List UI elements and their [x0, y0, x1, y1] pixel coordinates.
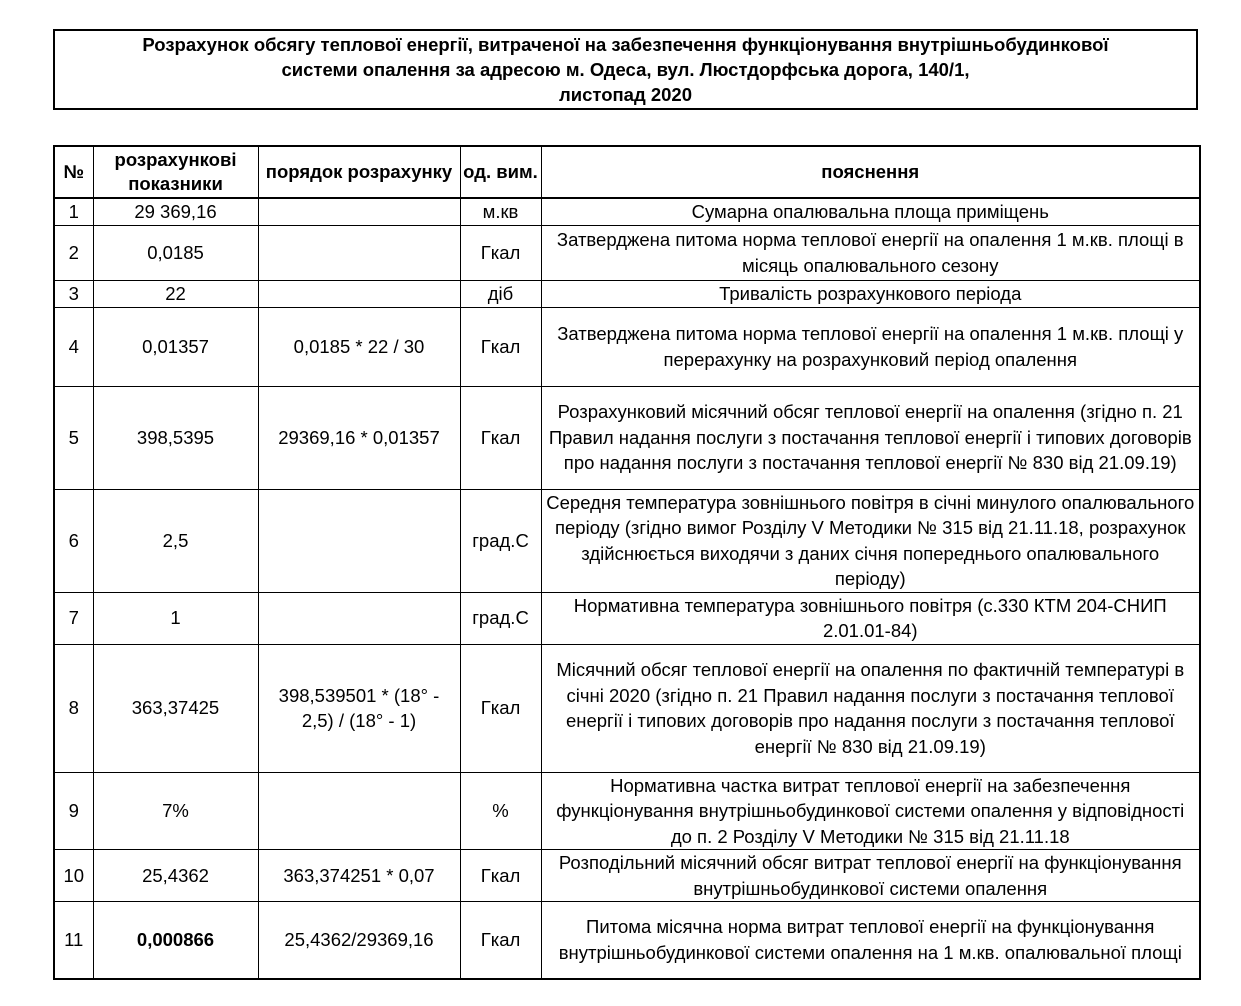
- row-formula: 398,539501 * (18° - 2,5) / (18° - 1): [258, 644, 460, 772]
- row-value: 363,37425: [93, 644, 258, 772]
- table-row: [54, 280, 1200, 307]
- row-value: 398,5395: [93, 386, 258, 489]
- row-unit: Гкал: [460, 902, 541, 979]
- row-num: 1: [54, 198, 93, 225]
- table-row: [54, 386, 1200, 489]
- table-row: [54, 225, 1200, 280]
- row-formula: 25,4362/29369,16: [258, 902, 460, 979]
- row-unit: град.С: [460, 592, 541, 644]
- row-explanation: Нормативна частка витрат теплової енергії на забезпечення функціонування внутрішньобудинкової системи опалення у відповідності до п. 2 Розділу V Методики № 315 від 21.11.18: [541, 772, 1200, 850]
- row-formula: [258, 280, 460, 307]
- row-explanation: Місячний обсяг теплової енергії на опалення по фактичній температурі в січні 2020 (згідно п. 21 Правил надання послуги з постачання теплової енергії і типових договорів про надання послуги з постачання теплової енергії № 830 від 21.09.19): [541, 644, 1200, 772]
- header-procedure: порядок розрахунку: [258, 146, 460, 198]
- title-line-1: Розрахунок обсягу теплової енергії, витраченої на забезпечення функціонування внутрішньобудинкової: [142, 34, 1109, 55]
- row-unit: м.кв: [460, 198, 541, 225]
- row-num: 6: [54, 489, 93, 592]
- document-title: [53, 29, 1198, 110]
- row-explanation: Питома місячна норма витрат теплової енергії на функціонування внутрішньобудинкової системи опалення на 1 м.кв. опалювальної площі: [541, 902, 1200, 979]
- header-explanation: пояснення: [541, 146, 1200, 198]
- row-explanation: Сумарна опалювальна площа приміщень: [541, 198, 1200, 225]
- row-formula: 363,374251 * 0,07: [258, 850, 460, 902]
- row-value: 7%: [93, 772, 258, 850]
- table-row: [54, 198, 1200, 225]
- row-formula: [258, 772, 460, 850]
- row-explanation: Середня температура зовнішнього повітря в січні минулого опалювального періоду (згідно вимог Розділу V Методики № 315 від 21.11.18, розрахунок здійснюється виходячи з даних січня попереднього опалювального періоду): [541, 489, 1200, 592]
- row-formula: 0,0185 * 22 / 30: [258, 307, 460, 386]
- table-row: [54, 644, 1200, 772]
- row-explanation: Тривалість розрахункового періода: [541, 280, 1200, 307]
- row-unit: град.С: [460, 489, 541, 592]
- row-unit: Гкал: [460, 850, 541, 902]
- row-unit: %: [460, 772, 541, 850]
- row-explanation: Затверджена питома норма теплової енергії на опалення 1 м.кв. площі в місяць опалювального сезону: [541, 225, 1200, 280]
- row-formula: [258, 198, 460, 225]
- row-num: 2: [54, 225, 93, 280]
- row-num: 10: [54, 850, 93, 902]
- title-line-2: системи опалення за адресою м. Одеса, вул. Люстдорфська дорога, 140/1,: [281, 59, 970, 80]
- row-num: 7: [54, 592, 93, 644]
- row-num: 5: [54, 386, 93, 489]
- row-num: 11: [54, 902, 93, 979]
- header-unit: од. вим.: [460, 146, 541, 198]
- table-row: [54, 902, 1200, 979]
- row-value: 0,0185: [93, 225, 258, 280]
- row-formula: 29369,16 * 0,01357: [258, 386, 460, 489]
- header-indicators: розрахункові показники: [93, 146, 258, 198]
- row-unit: Гкал: [460, 307, 541, 386]
- row-formula: [258, 489, 460, 592]
- row-num: 4: [54, 307, 93, 386]
- row-explanation: Розрахунковий місячний обсяг теплової енергії на опалення (згідно п. 21 Правил надання послуги з постачання теплової енергії і типових договорів про надання послуги з постачання теплової енергії № 830 від 21.09.19): [541, 386, 1200, 489]
- row-formula: [258, 592, 460, 644]
- row-unit: Гкал: [460, 386, 541, 489]
- row-value: 0,01357: [93, 307, 258, 386]
- table-header-row: [54, 146, 1200, 198]
- calculation-table: [53, 145, 1201, 980]
- row-num: 8: [54, 644, 93, 772]
- row-num: 3: [54, 280, 93, 307]
- table-row: [54, 307, 1200, 386]
- row-value: 25,4362: [93, 850, 258, 902]
- table-row: [54, 592, 1200, 644]
- row-value: 2,5: [93, 489, 258, 592]
- header-num: №: [54, 146, 93, 198]
- row-value: 1: [93, 592, 258, 644]
- row-num: 9: [54, 772, 93, 850]
- row-value: 22: [93, 280, 258, 307]
- table-row: [54, 850, 1200, 902]
- row-unit: діб: [460, 280, 541, 307]
- row-formula: [258, 225, 460, 280]
- row-explanation: Розподільний місячний обсяг витрат теплової енергії на функціонування внутрішньобудинкової системи опалення: [541, 850, 1200, 902]
- title-line-3: листопад 2020: [558, 84, 693, 105]
- row-explanation: Затверджена питома норма теплової енергії на опалення 1 м.кв. площі у перерахунку на розрахунковий період опалення: [541, 307, 1200, 386]
- table-row: [54, 489, 1200, 592]
- row-unit: Гкал: [460, 644, 541, 772]
- row-unit: Гкал: [460, 225, 541, 280]
- row-explanation: Нормативна температура зовнішнього повітря (с.330 КТМ 204-СНИП 2.01.01-84): [541, 592, 1200, 644]
- row-value: 0,000866: [93, 902, 258, 979]
- table-row: [54, 772, 1200, 850]
- row-value: 29 369,16: [93, 198, 258, 225]
